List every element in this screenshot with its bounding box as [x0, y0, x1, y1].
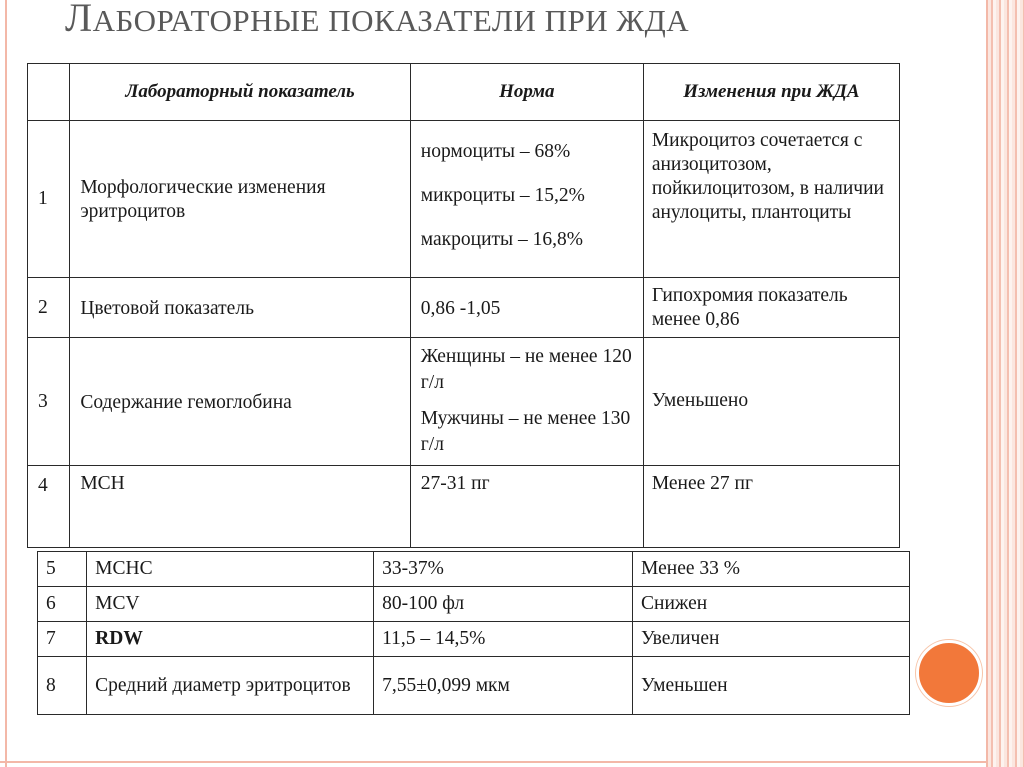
table-row — [28, 466, 900, 548]
table-row — [28, 278, 900, 338]
row-num: 5 — [38, 552, 87, 587]
decorative-stripes — [988, 0, 1024, 767]
row-num: 4 — [28, 466, 70, 548]
indicator-text: Морфологические изменения эритроцитов — [80, 177, 326, 222]
frame-left-line — [5, 0, 7, 767]
row-change: Менее 27 пг — [643, 466, 899, 548]
lab-table-main — [27, 63, 900, 548]
row-change: Уменьшено — [643, 338, 899, 466]
frame-bottom-line — [0, 761, 988, 763]
row-indicator: MCV — [87, 587, 374, 622]
table-row — [38, 587, 910, 622]
norm-line: микроциты – 15,2% — [420, 185, 585, 206]
header-indicator: Лабораторный показатель — [70, 64, 410, 121]
lab-table-secondary — [37, 551, 910, 715]
row-indicator: МСНС — [87, 552, 374, 587]
title-first-letter: Л — [65, 0, 93, 40]
row-change: Гипохромия показатель менее 0,86 — [643, 278, 899, 338]
table-row — [28, 338, 900, 466]
row-num: 6 — [38, 587, 87, 622]
row-change: Увеличен — [633, 622, 910, 657]
table-row — [38, 552, 910, 587]
row-num: 3 — [28, 338, 70, 466]
row-indicator: Цветовой показатель — [70, 278, 410, 338]
table-row — [38, 622, 910, 657]
table-row — [28, 121, 900, 278]
row-num: 1 — [28, 121, 70, 278]
row-norm: 0,86 -1,05 — [410, 278, 643, 338]
table-row — [38, 657, 910, 715]
row-norm: 80-100 фл — [374, 587, 633, 622]
norm-line: нормоциты – 68% — [420, 141, 571, 162]
norm-line: макроциты – 16,8% — [420, 229, 583, 250]
norm-line: Женщины – не менее 120 г/л — [420, 346, 632, 393]
row-norm — [410, 338, 643, 466]
norm-line: Мужчины – не менее 130 г/л — [420, 408, 631, 455]
row-change: Уменьшен — [633, 657, 910, 715]
row-change: Микроцитоз сочетается с анизоцитозом, пойкилоцитозом, в наличии анулоциты, плантоциты — [643, 121, 899, 278]
row-indicator: Содержание гемоглобина — [70, 338, 410, 466]
row-norm: 7,55±0,099 мкм — [374, 657, 633, 715]
header-norm: Норма — [410, 64, 643, 121]
row-change: Снижен — [633, 587, 910, 622]
slide-title — [65, 0, 689, 41]
row-indicator: RDW — [87, 622, 374, 657]
row-indicator: МСН — [70, 466, 410, 548]
row-num: 8 — [38, 657, 87, 715]
decorative-orange-circle — [916, 640, 982, 706]
row-num: 7 — [38, 622, 87, 657]
row-norm: 11,5 – 14,5% — [374, 622, 633, 657]
row-norm: 27-31 пг — [410, 466, 643, 548]
table-header-row — [28, 64, 900, 121]
header-change: Изменения при ЖДА — [643, 64, 899, 121]
header-num — [28, 64, 70, 121]
row-num: 2 — [28, 278, 70, 338]
title-rest: АБОРАТОРНЫЕ ПОКАЗАТЕЛИ ПРИ ЖДА — [92, 3, 690, 38]
row-indicator — [70, 121, 410, 278]
row-norm — [410, 121, 643, 278]
row-indicator: Средний диаметр эритроцитов — [87, 657, 374, 715]
row-change: Менее 33 % — [633, 552, 910, 587]
row-norm: 33-37% — [374, 552, 633, 587]
